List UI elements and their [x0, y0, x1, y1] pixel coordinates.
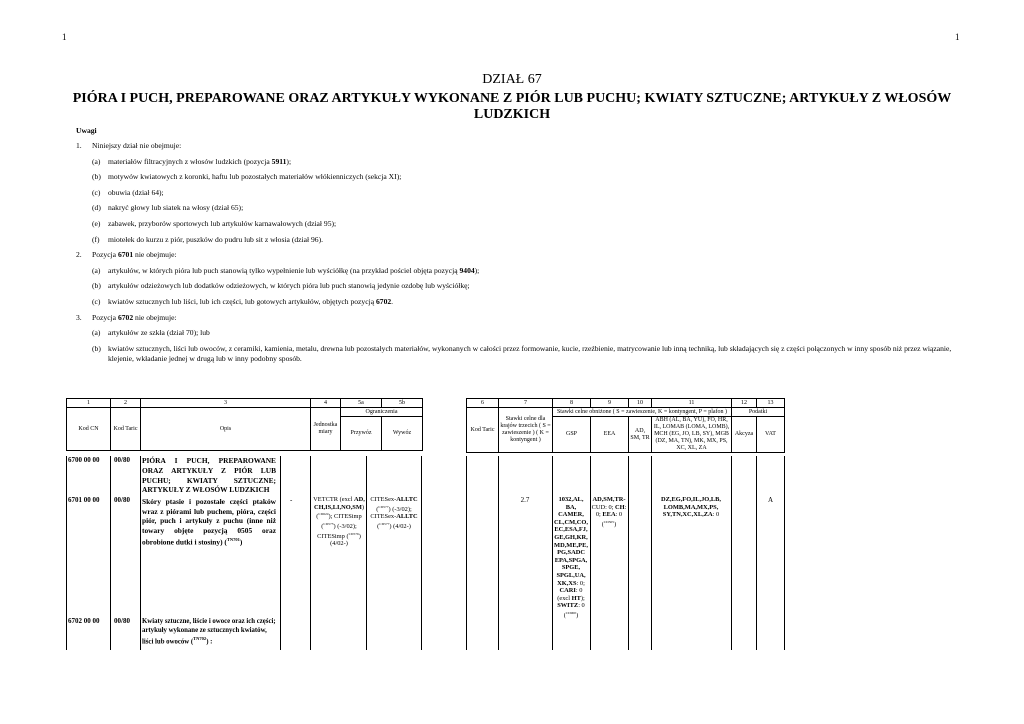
col-header-taric-right: Kod Taric	[467, 408, 499, 453]
note-1: 1. Niniejszy dział nie obejmuje:	[76, 141, 182, 150]
note-2-item: (a) artykułów, w których pióra lub puch stanowią tylko wypełnienie lub wyściółkę (na przykład pościel objęta pozycją 9404);	[92, 265, 480, 275]
note-2-item: (b) artykułów odzieżowych lub dodatków odzieżowych, w których pióra lub puch stanowią jedynie ozdobę lub wyściółkę;	[92, 281, 470, 291]
row-6701-desc: Skóry ptasie i pozostałe części ptaków wraz z piórami lub puchem, pióra, części piór, puch i artykuły z puchu (inne niż towary objęte pozycją 0505 oraz obrobione dutki i stosiny) ($^{TN701}$)	[142, 497, 276, 547]
col-header-taxes: Podatki	[732, 408, 785, 417]
row-6701-countries: DZ,EG,FO,IL,JO,LB, LOMB,MA,MX,PS, SY,TN,XC,XL,ZA: 0	[660, 496, 721, 519]
chapter-heading: DZIAŁ 67	[482, 72, 542, 87]
row-6700-desc: PIÓRA I PUCH, PREPAROWANE ORAZ ARTYKUŁY Z PIÓR LUB PUCHU; KWIATY SZTUCZNE; ARTYKUŁY Z WŁOSÓW LUDZKICH	[142, 456, 276, 495]
note-1-item: (d) nakryć głowy lub siatek na włosy (dział 65);	[92, 203, 244, 213]
row-6700-taric: 00/80	[114, 456, 130, 464]
row-6701-import: VETCTR (excl AD, CH,IS,LI,NO,SM) ($^{CD624}$); CITESimp ($^{CD575}$) (-3/02); CITESimp ($^{CD576}$) (4/02-)	[313, 496, 365, 548]
col-header-taric: Kod Taric	[111, 408, 141, 451]
col-header-gsp: GSP	[553, 417, 591, 453]
row-6702-taric: 00/80	[114, 617, 130, 625]
note-3-item: (a) artykułów ze szkła (dział 70); lub	[92, 328, 210, 338]
note-1-item: (e) zabawek, przyborów sportowych lub artykułów karnawałowych (dział 95);	[92, 218, 337, 228]
col-header-vat: VAT	[757, 417, 785, 453]
row-6701-cn: 6701 00 00	[68, 496, 100, 504]
note-1-item: (b) motywów kwiatowych z koronki, haftu lub pozostałych materiałów włókienniczych (sekcja XI);	[92, 172, 402, 182]
col-header-desc: Opis	[141, 408, 311, 451]
col-header-adsm: AD, SM, TR	[629, 417, 652, 453]
row-6702-cn: 6702 00 00	[68, 617, 100, 625]
notes-heading: Uwagi	[76, 126, 97, 135]
col-header-unit: Jednostka miary	[311, 408, 341, 451]
col-header-reduced-duties: Stawki celne obniżone ( S = zawieszenie, K = kontyngent, P = plafon )	[553, 408, 732, 417]
note-3: 3. Pozycja 6702 nie obejmuje:	[76, 312, 177, 322]
col-header-eea: EEA	[591, 417, 629, 453]
col-header-import: Przywóz	[341, 417, 382, 451]
col-header-restrictions: Ograniczenia	[341, 408, 423, 417]
row-6701-taric: 00/80	[114, 496, 130, 504]
page-number-right: 1	[955, 32, 960, 42]
page-number-left: 1	[62, 32, 67, 42]
note-3-item: (b) kwiatów sztucznych, liści lub owoców, z ceramiki, kamienia, metalu, drewna lub pozostałych materiałów, wykonanych w całości przez formowanie, kucie, rzeźbienie, matrycowanie lub inną techniką, lub składających się z części połączonych w inny sposób niż przez wiązanie, klejenie, wkładanie jednej w drugą lub w inny podobny sposób.	[92, 343, 952, 363]
row-6701-vat: A	[767, 496, 774, 504]
note-2-item: (c) kwiatów sztucznych lub liści, lub ich części, lub gotowych artykułów, objętych pozycją 6702.	[92, 296, 394, 306]
row-6701-unit: -	[290, 496, 293, 504]
left-table-header: 1 2 3 4 5a 5b Kod CN Kod Taric Opis Jednostka miary Ograniczenia Przywóz Wywóz	[66, 398, 423, 451]
row-6700-cn: 6700 00 00	[68, 456, 100, 464]
row-6701-third-country: 2.7	[520, 496, 530, 504]
row-6702-desc: Kwiaty sztuczne, liście i owoce oraz ich części; artykuły wykonane ze sztucznych kwiatów, liści lub owoców ($^{TN702}$) :	[142, 618, 276, 646]
col-header-third-country: Stawki celne dla krajów trzecich ( S = zawieszenie ) ( K = kontyngent )	[499, 408, 553, 453]
note-1-item: (a) materiałów filtracyjnych z włosów ludzkich (pozycja 5911);	[92, 156, 292, 166]
col-header-cn: Kod CN	[67, 408, 111, 451]
chapter-title: PIÓRA I PUCH, PREPAROWANE ORAZ ARTYKUŁY WYKONANE Z PIÓR LUB PUCHU; KWIATY SZTUCZNE; ARTYKUŁY Z WŁOSÓW LUDZKICH	[72, 91, 952, 122]
row-6701-export: CITESex-ALLTC ($^{CD577}$) (-3/02); CITESex-ALLTC ($^{CD577}$) (4/02-)	[370, 496, 418, 531]
col-header-export: Wywóz	[382, 417, 423, 451]
note-2: 2. Pozycja 6701 nie obejmuje:	[76, 250, 177, 260]
col-header-excise: Akcyza	[732, 417, 757, 453]
row-6701-eea: AD,SM,TR-CUD: 0; CH: 0; EEA: 0 ($^{CD505}$)	[591, 496, 627, 528]
row-6701-gsp: 1032,AL, BA, CAMER, CL,CM,CO, EC,ESA,FJ, GE,GH,KR, MD,ME,PE, PG,SADC EPA,SPGA, SPGE, SPGL,UA, XK,XS: 0; CARI: 0 (excl HT); SWITZ: 0 ($^{CD900}$)	[554, 496, 588, 620]
right-table-header: 6 7 8 9 10 11 12 13 Kod Taric Stawki celne dla krajów trzecich ( S = zawieszenie ) ( K = kontyngent ) Stawki celne obniżone ( S = zawieszenie, K = kontyngent, P = plafon ) Podatki GSP EEA AD, SM, TR ABH (AL, BA, YU), FO, HR, IL, LOMAB (LOMA, LOMB), MCH (EG, JO, LB, SY), MGB (DZ, MA, TN), MK, MX, PS, XC, XL, ZA Akcyza VAT	[466, 398, 785, 453]
note-1-item: (c) obuwia (dział 64);	[92, 187, 164, 197]
note-1-item: (f) miotełek do kurzu z piór, puszków do pudru lub sit z włosia (dział 96).	[92, 234, 324, 244]
notes-section	[76, 126, 966, 364]
col-header-countries: ABH (AL, BA, YU), FO, HR, IL, LOMAB (LOMA, LOMB), MCH (EG, JO, LB, SY), MGB (DZ, MA, TN), MK, MX, PS, XC, XL, ZA	[652, 417, 732, 453]
